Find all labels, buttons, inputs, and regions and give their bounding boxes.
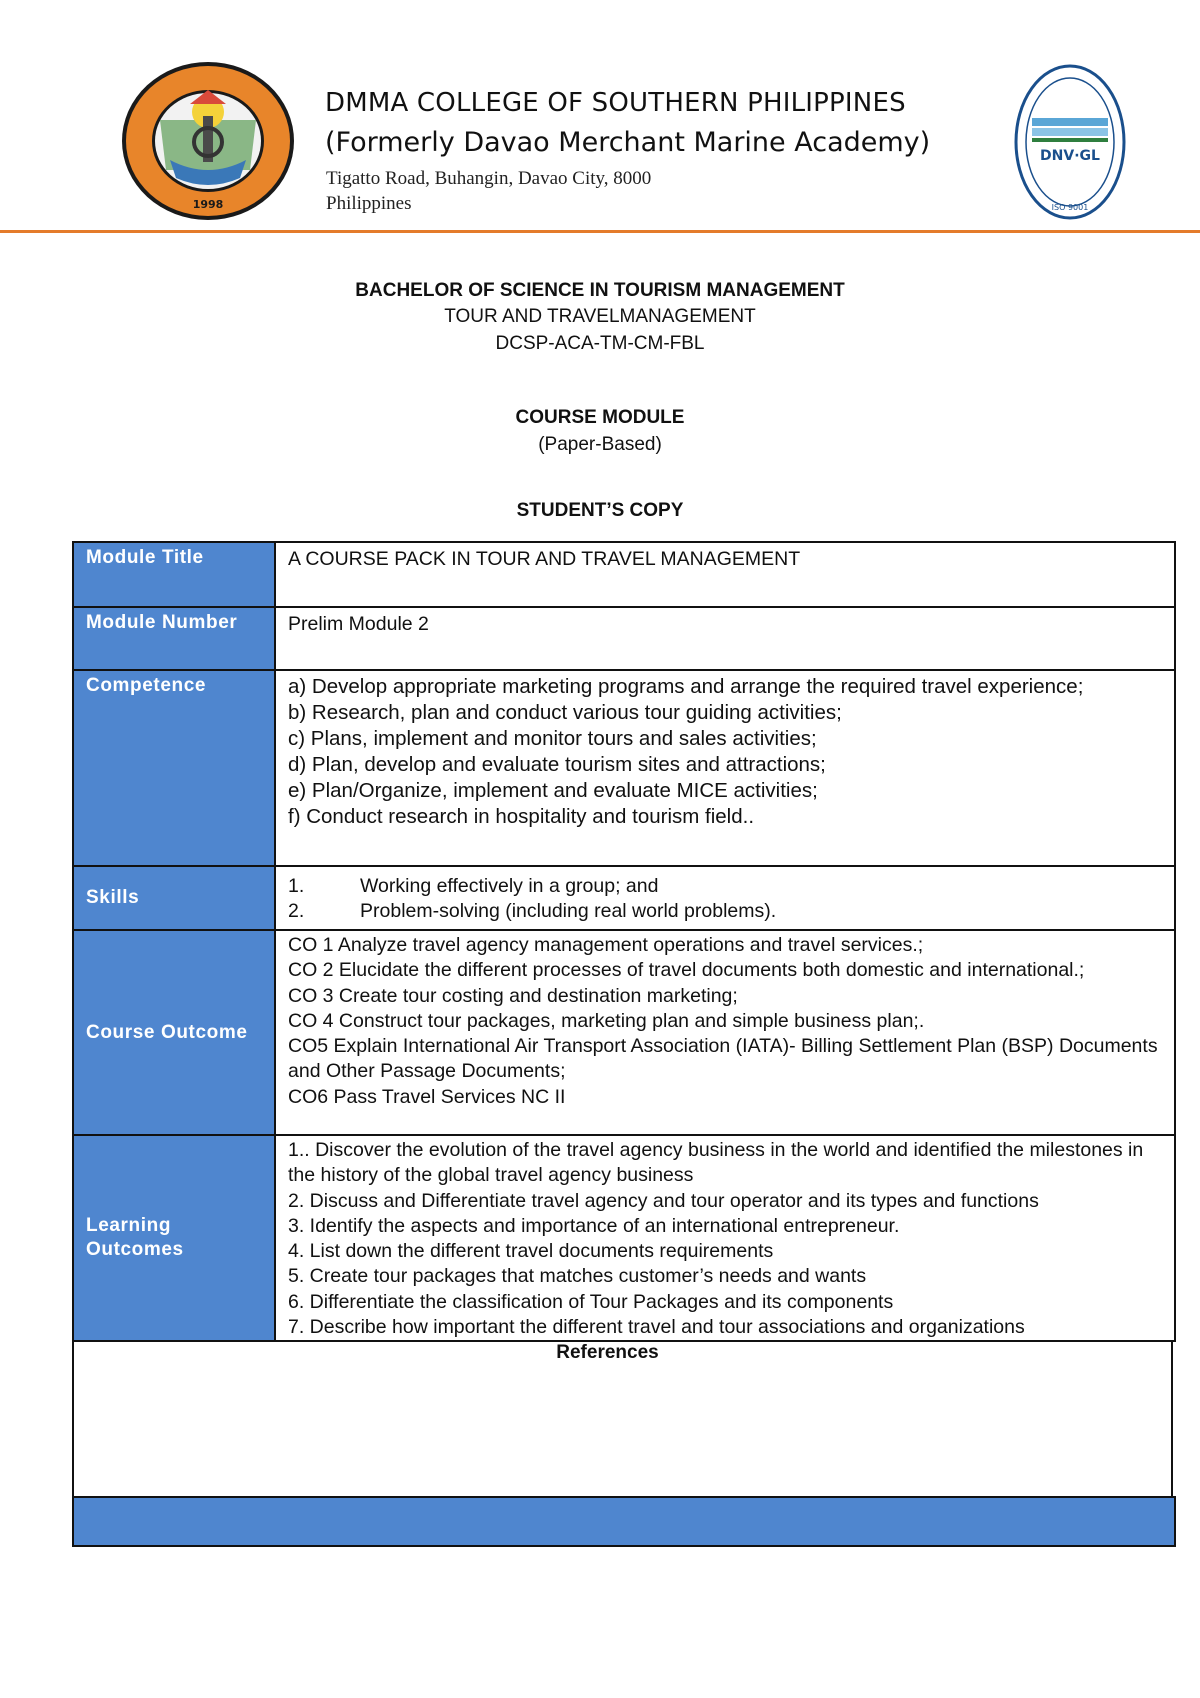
references-section: [72, 1341, 1173, 1496]
skill-number: 2.: [288, 900, 305, 922]
learning-outcome-item: 1.. Discover the evolution of the travel agency business in the world and identified the milestones in the history of the global travel agency business: [288, 1139, 1144, 1187]
table-row-module-title: [74, 543, 1174, 608]
learning-outcome-item: 7. Describe how important the different travel and tour associations and organizations: [288, 1316, 1025, 1339]
learning-outcome-item: 5. Create tour packages that matches customer’s needs and wants: [288, 1265, 867, 1288]
skill-item: [288, 874, 1162, 899]
course-outcome-item: CO 1 Analyze travel agency management operations and travel services.;: [288, 934, 924, 956]
course-code: DCSP-ACA-TM-CM-FBL: [495, 333, 705, 354]
module-info-table: [72, 541, 1176, 1342]
college-name: DMMA COLLEGE OF SOUTHERN PHILIPPINES: [325, 88, 906, 118]
value-competence: [276, 671, 1174, 865]
competence-item: a) Develop appropriate marketing programs and arrange the required travel experience;: [288, 675, 1084, 698]
address-line-2: Philippines: [326, 193, 412, 214]
skill-text: Working effectively in a group; and: [360, 875, 659, 897]
module-type: COURSE MODULE: [515, 407, 685, 428]
value-course-outcome: [276, 931, 1174, 1134]
competence-item: c) Plans, implement and monitor tours and sales activities;: [288, 727, 817, 750]
footer-bar: [72, 1496, 1176, 1547]
skill-text: Problem-solving (including real world problems).: [360, 900, 777, 922]
label-learning-outcomes: Learning Outcomes: [74, 1136, 276, 1340]
seal-year: 1998: [192, 198, 224, 211]
course-outcome-item: CO5 Explain International Air Transport Association (IATA)- Billing Settlement Plan (BSP) Documents and Other Passage Documents;: [288, 1035, 1158, 1083]
competence-item: f) Conduct research in hospitality and tourism field..: [288, 805, 755, 828]
value-learning-outcomes: [276, 1136, 1174, 1340]
label-course-outcome: Course Outcome: [74, 931, 276, 1134]
table-row-course-outcome: [74, 931, 1174, 1136]
table-row-competence: [74, 671, 1174, 867]
label-competence: Competence: [74, 671, 276, 865]
iso-standard: ISO 9001: [1051, 203, 1089, 212]
course-outcome-item: CO 3 Create tour costing and destination marketing;: [288, 984, 738, 1007]
label-skills: Skills: [74, 867, 276, 929]
competence-item: d) Plan, develop and evaluate tourism sites and attractions;: [288, 753, 826, 776]
value-skills: [276, 867, 1174, 929]
value-module-number: Prelim Module 2: [288, 613, 429, 635]
dnv-gl-certification-logo: [1010, 58, 1130, 226]
course-outcome-item: CO 4 Construct tour packages, marketing plan and simple business plan;.: [288, 1009, 925, 1032]
table-row-skills: [74, 867, 1174, 931]
document-header: [0, 0, 1200, 236]
skill-number: 1.: [288, 875, 305, 897]
learning-outcome-item: 6. Differentiate the classification of Tour Packages and its components: [288, 1290, 894, 1313]
competence-item: b) Research, plan and conduct various tour guiding activities;: [288, 701, 842, 724]
copy-type: STUDENT’S COPY: [516, 500, 684, 521]
table-row-module-number: [74, 608, 1174, 671]
label-module-number: Module Number: [74, 608, 276, 669]
label-module-title: Module Title: [74, 543, 276, 606]
program-title: BACHELOR OF SCIENCE IN TOURISM MANAGEMENT: [355, 280, 845, 301]
course-outcome-item: CO 2 Elucidate the different processes of travel documents both domestic and international.;: [288, 959, 1085, 982]
references-title: References: [556, 1342, 659, 1363]
learning-outcome-item: 2. Discuss and Differentiate travel agency and tour operator and its types and functions: [288, 1189, 1039, 1212]
dnv-gl-brand: DNV·GL: [1040, 148, 1100, 164]
college-address: [326, 166, 746, 216]
module-format: (Paper-Based): [538, 434, 662, 455]
college-former-name: (Formerly Davao Merchant Marine Academy): [325, 127, 931, 158]
learning-outcome-item: 3. Identify the aspects and importance of an international entrepreneur.: [288, 1214, 900, 1237]
college-seal-logo: [120, 60, 296, 222]
address-line-1: Tigatto Road, Buhangin, Davao City, 8000: [326, 168, 652, 189]
table-row-learning-outcomes: [74, 1136, 1174, 1340]
course-outcome-item: CO6 Pass Travel Services NC II: [288, 1085, 566, 1108]
header-divider: [0, 230, 1200, 233]
skill-item: [288, 899, 1162, 924]
value-module-title: A COURSE PACK IN TOUR AND TRAVEL MANAGEMENT: [288, 548, 801, 570]
course-title: TOUR AND TRAVELMANAGEMENT: [444, 306, 756, 327]
learning-outcome-item: 4. List down the different travel documents requirements: [288, 1240, 774, 1263]
competence-item: e) Plan/Organize, implement and evaluate MICE activities;: [288, 779, 818, 802]
